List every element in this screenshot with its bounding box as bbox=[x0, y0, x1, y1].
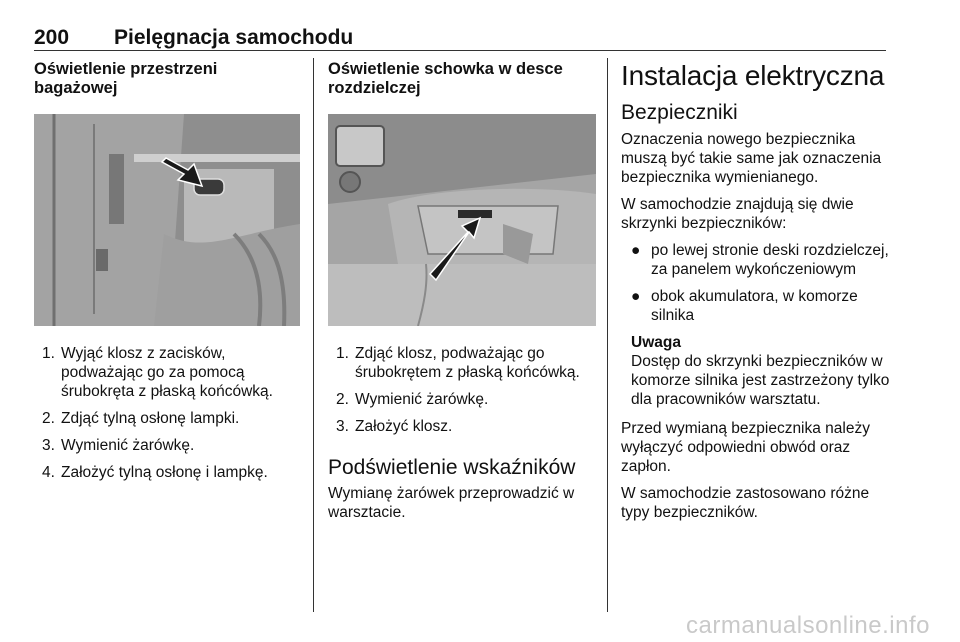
note-title: Uwaga bbox=[631, 334, 681, 351]
cargo-light-illustration bbox=[34, 114, 300, 326]
instrument-lighting-text: Wymianę żarówek przeprowadzić w warsztacie. bbox=[328, 485, 575, 521]
list-item: 4. Założyć tylną osłonę i lampkę. bbox=[42, 464, 268, 481]
watermark: carmanualsonline.info bbox=[686, 612, 930, 639]
list-item: 1. Wyjąć klosz z zacisków, podważając go za pomocą śrubokręta z płaską końcówką. bbox=[42, 345, 273, 400]
fuse-box-locations bbox=[621, 241, 891, 325]
note-text: Dostęp do skrzynki bezpieczników w komorze silnika jest zastrzeżony tylko dla pracowników warsztatu. bbox=[631, 353, 890, 408]
column-electrical-system bbox=[621, 60, 891, 530]
fuses-paragraph-2: W samochodzie znajdują się dwie skrzynki bezpieczników: bbox=[621, 196, 854, 232]
section-heading-glovebox-light: Oświetlenie schowka w desce rozdzielczej bbox=[328, 60, 563, 97]
list-item: 2. Wymienić żarówkę. bbox=[336, 391, 489, 408]
page-header bbox=[34, 26, 886, 50]
list-item: 1. Zdjąć klosz, podważając go śrubokrętem z płaską końcówką. bbox=[336, 345, 580, 381]
fuses-paragraph-3: Przed wymianą bezpiecznika należy wyłączyć odpowiedni obwód oraz zapłon. bbox=[621, 420, 870, 475]
list-item: 3. Wymienić żarówkę. bbox=[42, 437, 195, 454]
chapter-title: Pielęgnacja samochodu bbox=[114, 26, 354, 49]
fuses-paragraph-4: W samochodzie zastosowano różne typy bezpieczników. bbox=[621, 485, 870, 521]
section-heading-cargo-light: Oświetlenie przestrzeni bagażowej bbox=[34, 60, 218, 97]
column-divider-1 bbox=[313, 58, 314, 612]
list-item: ● po lewej stronie deski rozdzielczej, za panelem wykończeniowym bbox=[631, 242, 889, 278]
column-divider-2 bbox=[607, 58, 608, 612]
note-box bbox=[621, 333, 891, 409]
column-glovebox-light bbox=[328, 60, 596, 530]
glovebox-light-illustration bbox=[328, 114, 596, 326]
list-item: 2. Zdjąć tylną osłonę lampki. bbox=[42, 410, 240, 427]
section-heading-fuses: Bezpieczniki bbox=[621, 101, 738, 124]
glovebox-light-steps bbox=[328, 344, 596, 436]
section-heading-instrument-lighting: Podświetlenie wskaźników bbox=[328, 456, 576, 479]
fuses-paragraph-1: Oznaczenia nowego bezpiecznika muszą być takie same jak oznaczenia bezpiecznika wymienianego. bbox=[621, 131, 882, 186]
column-cargo-light bbox=[34, 60, 300, 490]
page-number: 200 bbox=[34, 26, 70, 49]
header-rule bbox=[34, 50, 886, 51]
list-item: ● obok akumulatora, w komorze silnika bbox=[631, 288, 858, 324]
cargo-light-steps bbox=[34, 344, 300, 482]
list-item: 3. Założyć klosz. bbox=[336, 418, 453, 435]
chapter-heading-electrical: Instalacja elektryczna bbox=[621, 60, 885, 91]
